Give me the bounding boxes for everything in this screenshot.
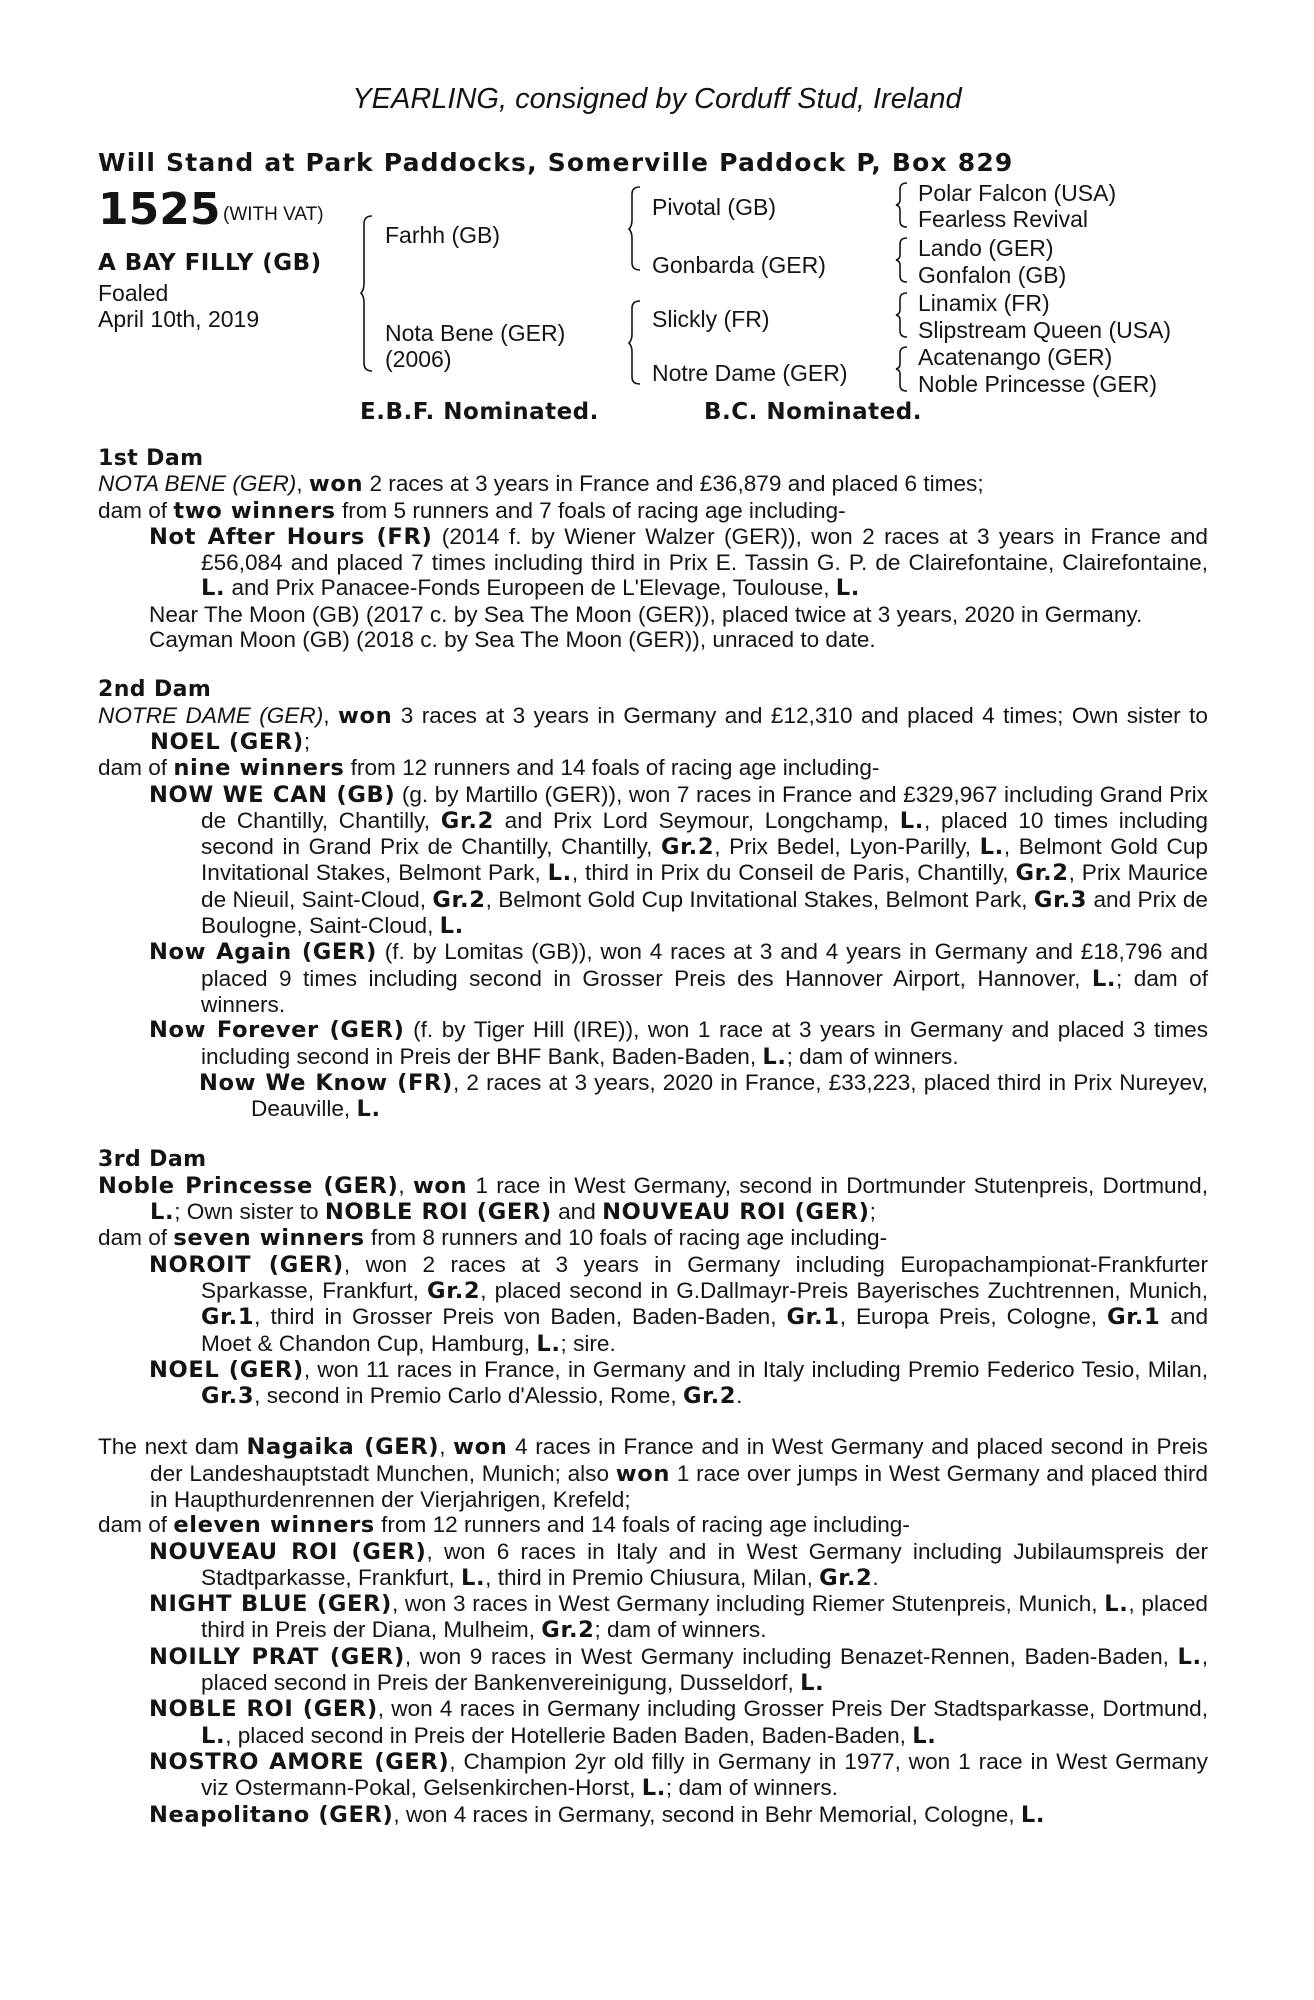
pedigree-bracket-generation-1 <box>361 215 375 375</box>
section-heading: 3rd Dam <box>98 1147 207 1173</box>
bold-run: Gr.2 <box>541 1617 595 1644</box>
bold-run: NOEL (GER) <box>150 728 304 755</box>
bold-run: two winners <box>173 497 336 524</box>
bold-run: L. <box>1104 1591 1129 1618</box>
text-run: from 8 runners and 10 foals of racing age including- <box>364 1225 888 1251</box>
text-run: ; <box>303 728 311 754</box>
bold-run: Gr.2 <box>661 834 715 861</box>
text-run: dam of <box>98 1225 174 1251</box>
catalogue-body <box>98 446 1208 1828</box>
text-run: , won 4 races in Germany, second in Behr Memorial, Cologne, <box>393 1801 1021 1827</box>
dam-section <box>98 1147 1208 1409</box>
pedigree-paragraph <box>98 1357 1208 1410</box>
pedigree-g3-4: Gonfalon (GB) <box>918 262 1067 288</box>
bold-run: won <box>412 1172 468 1199</box>
pedigree-paragraph <box>98 1512 1208 1538</box>
text-run: , Prix Maurice de Nieuil, Saint-Cloud, <box>201 860 1208 912</box>
pedigree-paragraph <box>98 939 1208 1017</box>
pedigree-paragraph <box>98 1070 1208 1123</box>
pedigree-dam-year: (2006) <box>385 346 452 372</box>
bold-run: L. <box>201 1722 226 1749</box>
bold-run: won <box>615 1460 671 1487</box>
text-run: 4 races in France and in West Germany and placed second in Preis der Landeshauptstadt Munchen, Munich; also <box>150 1434 1208 1486</box>
bold-run: Now Again (GER) <box>149 939 377 966</box>
horse-description: A BAY FILLY (GB) <box>98 250 322 276</box>
text-run: , Europa Preis, Cologne, <box>839 1304 1108 1330</box>
bold-run: won <box>308 471 364 498</box>
text-run: ; dam of winners. <box>786 1043 959 1069</box>
text-run: , won 2 races at 3 years in Germany including Europachampionat-Frankfurter Sparkasse, Frankfurt, <box>201 1251 1208 1303</box>
text-run: dam of <box>98 497 174 523</box>
text-run: , second in Premio Carlo d'Alessio, Rome, <box>254 1383 683 1409</box>
pedigree-bracket-gonbarda <box>896 237 910 283</box>
text-run: , third in Premio Chiusura, Milan, <box>485 1564 820 1590</box>
pedigree-dam: Nota Bene (GER) <box>385 320 566 346</box>
pedigree-paragraph <box>98 703 1208 756</box>
bold-run: won <box>337 702 393 729</box>
bold-run: NOUVEAU ROI (GER) <box>602 1199 870 1226</box>
pedigree-bracket-pivotal <box>896 182 910 228</box>
text-run: , <box>296 471 309 497</box>
text-run: and Prix Panacee-Fonds Europeen de L'Elevage, Toulouse, <box>225 575 836 601</box>
bold-run: Now Forever (GER) <box>149 1017 405 1044</box>
stand-location-line: Will Stand at Park Paddocks, Somerville Paddock P, Box 829 <box>98 148 1014 177</box>
bold-run: L. <box>536 1330 561 1357</box>
bc-nominated: B.C. Nominated. <box>704 399 922 425</box>
pedigree-paragraph <box>98 602 1208 627</box>
pedigree-g3-1: Polar Falcon (USA) <box>918 180 1117 206</box>
pedigree-paragraph <box>98 471 1208 497</box>
text-run: , won 11 races in France, in Germany and in Italy including Premio Federico Tesio, Milan, <box>303 1356 1208 1382</box>
bold-run: Nagaika (GER) <box>246 1434 440 1461</box>
text-run: , placed second in Preis der Hotellerie Baden Baden, Baden-Baden, <box>225 1722 913 1748</box>
text-run: , 2 races at 3 years, 2020 in France, £33,223, placed third in Prix Nureyev, Deauville, <box>251 1069 1208 1122</box>
bold-run: L. <box>201 575 226 602</box>
text-run: , won 9 races in West Germany including Benazet-Rennen, Baden-Baden, <box>404 1643 1178 1669</box>
bold-run: NOROIT (GER) <box>149 1251 344 1278</box>
bold-run: NIGHT BLUE (GER) <box>149 1591 392 1618</box>
pedigree-paragraph <box>98 1434 1208 1512</box>
text-run: from 12 runners and 14 foals of racing age including- <box>374 1512 910 1538</box>
foaled-date: April 10th, 2019 <box>98 306 260 332</box>
bold-run: NOILLY PRAT (GER) <box>149 1643 405 1670</box>
bold-run: eleven winners <box>173 1512 375 1539</box>
pedigree-paragraph <box>98 782 1208 940</box>
pedigree-sire-dam: Gonbarda (GER) <box>652 252 826 278</box>
bold-run: L. <box>835 575 860 602</box>
text-run: Near The Moon (GB) (2017 c. by Sea The Moon (GER)), placed twice at 3 years, 2020 in Germany. <box>149 601 1143 627</box>
text-run: . <box>872 1564 879 1590</box>
text-run: from 12 runners and 14 foals of racing age including- <box>344 755 880 781</box>
ebf-nominated: E.B.F. Nominated. <box>360 399 599 425</box>
text-run: ; dam of winners. <box>665 1775 838 1801</box>
foaled-label: Foaled <box>98 280 169 306</box>
pedigree-g3-3: Lando (GER) <box>918 235 1054 261</box>
text-run: 1 race in West Germany, second in Dortmunder Stutenpreis, Dortmund, <box>467 1172 1208 1198</box>
dam-section <box>98 677 1208 1122</box>
pedigree-bracket-slickly <box>896 292 910 338</box>
text-run: from 5 runners and 7 foals of racing age including- <box>335 497 846 523</box>
text-run: , Prix Bedel, Lyon-Parilly, <box>714 834 980 860</box>
pedigree-paragraph <box>98 755 1208 781</box>
text-run: Cayman Moon (GB) (2018 c. by Sea The Moon (GER)), unraced to date. <box>149 627 876 653</box>
text-run: 3 races at 3 years in Germany and £12,310 and placed 4 times; Own sister to <box>392 702 1208 728</box>
pedigree-paragraph <box>98 1173 1208 1226</box>
bold-run: L. <box>1091 965 1117 992</box>
text-run: ; sire. <box>560 1330 616 1356</box>
bold-run: NOW WE CAN (GB) <box>149 781 396 808</box>
section-heading: 1st Dam <box>98 446 204 471</box>
text-run: , won 6 races in Italy and in West Germany including Jubilaumspreis der Stadtparkasse, Frankfurt, <box>201 1538 1208 1590</box>
text-run: , third in Prix du Conseil de Paris, Chantilly, <box>571 860 1016 886</box>
text-run: ; dam of winners. <box>201 965 1208 1017</box>
pedigree-paragraph <box>98 1225 1208 1251</box>
bold-run: L. <box>912 1722 937 1749</box>
pedigree-paragraph <box>98 1696 1208 1749</box>
pedigree-paragraph <box>98 524 1208 602</box>
bold-run: Gr.3 <box>201 1383 255 1410</box>
text-run: , Belmont Gold Cup Invitational Stakes, Belmont Park, <box>485 886 1034 912</box>
dam-section <box>98 446 1208 652</box>
pedigree-bracket-notre-dame <box>896 346 910 392</box>
text-run: and <box>551 1199 603 1225</box>
pedigree-paragraph <box>98 498 1208 524</box>
pedigree-g3-2: Fearless Revival <box>918 206 1088 232</box>
pedigree-g3-6: Slipstream Queen (USA) <box>918 317 1172 343</box>
text-run: ; dam of winners. <box>594 1617 767 1643</box>
bold-run: Gr.1 <box>786 1304 840 1331</box>
pedigree-paragraph <box>98 1802 1208 1828</box>
text-run: . <box>736 1383 743 1409</box>
text-run: (f. by Tiger Hill (IRE)), won 1 race at 3 years in Germany and placed 3 times including second in Preis der BHF Bank, Baden-Baden, <box>201 1017 1208 1069</box>
bold-run: L. <box>356 1096 381 1123</box>
bold-run: NOEL (GER) <box>149 1356 304 1383</box>
pedigree-bracket-sire-side <box>629 186 643 272</box>
text-run: , placed 10 times including second in Grand Prix de Chantilly, Chantilly, <box>201 807 1208 860</box>
text-run: The next dam <box>98 1434 247 1460</box>
pedigree-dam-sire: Slickly (FR) <box>652 306 770 332</box>
bold-run: NOBLE ROI (GER) <box>324 1199 552 1226</box>
pedigree-sire: Farhh (GB) <box>385 222 501 248</box>
pedigree-dam-dam: Notre Dame (GER) <box>652 360 848 386</box>
text-run: (f. by Lomitas (GB)), won 4 races at 3 and 4 years in Germany and £18,796 and placed 9 times including second in Grosser Preis des Hannover Airport, Hannover, <box>201 939 1208 991</box>
pedigree-g3-5: Linamix (FR) <box>918 290 1050 316</box>
bold-run: Gr.1 <box>201 1304 255 1331</box>
text-run: , Belmont Gold Cup Invitational Stakes, Belmont Park, <box>201 834 1208 886</box>
bold-run: L. <box>460 1564 486 1591</box>
bold-run: NOBLE ROI (GER) <box>149 1696 378 1723</box>
bold-run: Gr.2 <box>819 1564 873 1591</box>
bold-run: Now We Know (FR) <box>199 1069 453 1096</box>
bold-run: L. <box>547 860 572 887</box>
text-run: ; Own sister to <box>174 1199 325 1225</box>
pedigree-paragraph <box>98 1017 1208 1070</box>
bold-run: L. <box>899 807 924 834</box>
bold-run: NOSTRO AMORE (GER) <box>149 1748 450 1775</box>
text-run: , won 4 races in Germany including Grosser Preis Der Stadtsparkasse, Dortmund, <box>377 1696 1208 1722</box>
text-run: and Prix de Boulogne, Saint-Cloud, <box>201 886 1208 939</box>
pedigree-paragraph <box>98 1591 1208 1644</box>
text-run: dam of <box>98 1512 174 1538</box>
bold-run: L. <box>762 1043 787 1070</box>
bold-run: Gr.3 <box>1033 886 1088 913</box>
vat-note: (WITH VAT) <box>223 204 324 225</box>
bold-run: Gr.1 <box>1107 1304 1161 1331</box>
pedigree-paragraph <box>98 1749 1208 1802</box>
text-run: (2014 f. by Wiener Walzer (GER)), won 2 races at 3 years in France and £56,084 and placed 7 times including third in Prix E. Tassin G. P. de Clairefontaine, Clairefontaine, <box>201 523 1208 576</box>
text-run: , placed third in Preis der Diana, Mulheim, <box>201 1591 1208 1643</box>
text-run: , third in Grosser Preis von Baden, Baden-Baden, <box>254 1304 787 1330</box>
italic-run: NOTRE DAME (GER) <box>98 702 324 728</box>
text-run: and Moet & Chandon Cup, Hamburg, <box>201 1304 1209 1356</box>
section-heading: 2nd Dam <box>98 677 212 703</box>
text-run: dam of <box>98 755 174 781</box>
text-run: 1 race over jumps in West Germany and placed third in Haupthurdenrennen der Vierjahrigen, Krefeld; <box>150 1460 1208 1512</box>
text-run: (g. by Martillo (GER)), won 7 races in France and £329,967 including Grand Prix de Chantilly, Chantilly, <box>201 781 1208 833</box>
bold-run: seven winners <box>173 1225 365 1252</box>
bold-run: Gr.2 <box>1015 860 1069 887</box>
text-run: , placed second in G.Dallmayr-Preis Bayerisches Zuchtrennen, Munich, <box>480 1277 1208 1303</box>
bold-run: Gr.2 <box>432 886 486 913</box>
bold-run: Gr.2 <box>440 807 494 834</box>
bold-run: nine winners <box>173 755 345 782</box>
pedigree-paragraph <box>98 627 1208 652</box>
bold-run: Gr.2 <box>427 1277 481 1304</box>
bold-run: Neapolitano (GER) <box>149 1801 394 1828</box>
bold-run: L. <box>800 1670 825 1697</box>
pedigree-paragraph <box>98 1539 1208 1592</box>
text-run: ; <box>869 1199 876 1225</box>
text-run: , <box>439 1434 454 1460</box>
text-run: and Prix Lord Seymour, Longchamp, <box>493 807 900 833</box>
italic-run: NOTA BENE (GER) <box>98 471 297 497</box>
bold-run: Gr.2 <box>682 1383 737 1410</box>
pedigree-paragraph <box>98 1644 1208 1697</box>
text-run: , <box>323 702 338 728</box>
text-run: , won 3 races in West Germany including Riemer Stutenpreis, Munich, <box>391 1591 1105 1617</box>
pedigree-g3-7: Acatenango (GER) <box>918 344 1113 370</box>
pedigree-bracket-dam-side <box>629 300 643 386</box>
text-run: 2 races at 3 years in France and £36,879 and placed 6 times; <box>363 471 984 497</box>
bold-run: L. <box>439 913 464 940</box>
text-run: , Champion 2yr old filly in Germany in 1977, won 1 race in West Germany viz Ostermann-Pokal, Gelsenkirchen-Horst, <box>201 1748 1208 1801</box>
pedigree-g3-8: Noble Princesse (GER) <box>918 371 1158 397</box>
bold-run: L. <box>641 1775 666 1802</box>
bold-run: Noble Princesse (GER) <box>98 1172 399 1199</box>
pedigree-sire-sire: Pivotal (GB) <box>652 194 776 220</box>
lot-number: 1525 <box>98 184 221 235</box>
bold-run: L. <box>1020 1801 1046 1828</box>
bold-run: NOUVEAU ROI (GER) <box>149 1538 427 1565</box>
bold-run: L. <box>1177 1643 1202 1670</box>
bold-run: Not After Hours (FR) <box>149 523 433 550</box>
bold-run: L. <box>979 834 1004 861</box>
bold-run: L. <box>150 1199 175 1226</box>
text-run: , <box>398 1172 413 1198</box>
consignor-line: YEARLING, consigned by Corduff Stud, Ireland <box>352 83 962 115</box>
bold-run: won <box>453 1434 508 1461</box>
pedigree-paragraph <box>98 1252 1208 1357</box>
dam-section <box>98 1434 1208 1827</box>
text-run: , placed second in Preis der Bankenvereinigung, Dusseldorf, <box>201 1643 1208 1696</box>
